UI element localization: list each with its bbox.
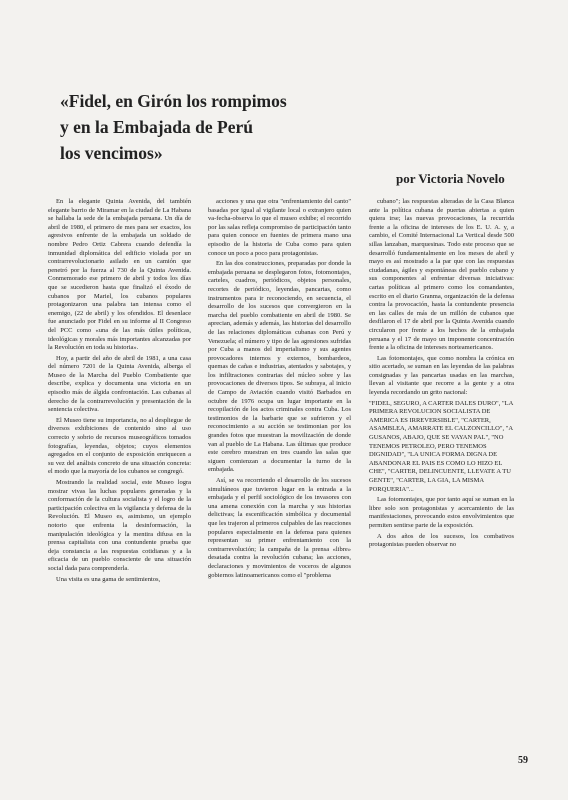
text-column-middle (208, 198, 351, 776)
title-line: «Fidel, en Girón los rompimos (60, 91, 287, 111)
article-title (60, 88, 360, 166)
paragraph: A dos años de los sucesos, los combativos protagonistas pueden observar no (369, 532, 514, 549)
paragraph: Una visita es una gama de sentimientos, (56, 575, 161, 583)
article-author: por Victoria Novelo (396, 171, 505, 186)
paragraph: El Museo tiene su importancia, no al despliegue de diversos exhibiciones de contenido sino al uso correcto y sobrio de recursos museográficos tomados fotografías, leyendas, objetos; cuyos elementos agregados en el conjunto de exposición enriquecen a su vez del análisis concreto de una situación concreta: el modo que la mayoría de los cubanos se congregó. (48, 416, 191, 476)
title-line: y en la Embajada de Perú (60, 117, 253, 137)
page-number: 59 (518, 755, 528, 766)
paragraph: cubano"; las respuestas alteradas de la Casa Blanca ante la política cubana de puertas abiertas a quien quiera irse; las nuevas provocaciones, la recurrida frente a la oficina de intereses de los E. U. A. y, a cambio, el Comité Internacional La Vertical desde 500 sillas lanzaban, marquesinas. Todo este proceso que se desarrolló fundamentalmente en los meses de abril y mayo es así mostrado a la par que con las respuestas ciudadanas, ágiles y espontáneas del pueblo cubano y sus componentes al enfrentar diversas iniciativas: cartas políticas al primero como los comandantes, escrito en el diario Granma, organización de la defensa contra la provocación, hasta la contundente presencia en las calles de más de un millón de cubanos que desfilaron el 17 de abril por la Quinta Avenida cuando circularon por frente a los hechos de la embajada peruana y el 17 de mayo un imponente concentración frente a la oficina de intereses norteamericanos. (369, 198, 514, 352)
paragraph: En las dos construcciones, preparadas por donde la embajada peruana se desplegaron fotos, fotomontajes, carteles, cuadros, periódicos, objetos personales, recortes de periódico, leyendas, pancartas, como instrumentos para ir reconociendo, en secuencia, el desarrollo de los sucesos que convergieron en la marcha del pueblo combatiente en abril de 1980. Se aprecian, además y además, las historias del desarrollo de las relaciones diplomáticas cubanas con Perú y Venezuela; el número y tipo de las agresiones sufridas por Cuba a manos del imperialismo y sus agentes provocadores internos y externos, bombardeos, quemas de cañas e industrias, atentados y sabotajes, y los infiltraciones contrarias del núcleo sobre y las provocaciones de diversos tipos. Se subraya, al inicio de Campo de Aviación cuando visitó Barbados en octubre de 1976 ocupa un lugar importante en la recopilación de los actos criminales contra Cuba. Los testimonios de la barbarie que se sufrieron y el reconocimiento a su acción se testimonian por los grandes fotos que muestran la movilización de donde van al pueblo de La Habana. Las últimas que produce este cerebro muestran en tres cuando las salas que siguen comienzan a documentar la turno de la embajada. (208, 260, 351, 474)
title-line: los vencimos» (60, 143, 163, 163)
paragraph: Las fotomontajes, que como nombra la crónica en sitio acertado, se suman en las leyendas de las palabras consignadas y las pancartas usadas en las marchas, llevan al visitante que recorre a la gente y a otra leyenda recordando un grito nacional: (369, 354, 514, 397)
text-column-right (369, 198, 514, 776)
paragraph: En la elegante Quinta Avenida, del también elegante barrio de Miramar en la ciudad de La Habana se hallaba la sede de la embajada peruana. Un día de abril de 1980, el primero de mes para ser exactos, los agresivos enfrente de la embajada un soldado de nombre Pedro Ortiz Cabrera cuando defendía la inmunidad diplomática del edificio violada por un contrarrevolucionario asilado en un camión que penetró por la fuerza al 730 de la Quinta Avenida. Conmemorado ese primero de abril y todos los días que se sucedieron hasta que finalizó el éxodo de cubanos por Mariel, los cubanos populares protagonizaron una palabra tan intensa como el enemigo, (22 de abril) y los ofendidos. El desenlace fue anunciado por Fidel en su informe al II Congreso del PCC como «una de las más útiles políticas, ideológicas y morales más importantes alcanzadas por la Revolución en toda su historia». (48, 198, 191, 352)
paragraph: Hoy, a partir del año de abril de 1981, a una casa del número 7201 de la Quinta Avenida, alberga el Museo de la Marcha del Pueblo Combatiente que describe, explica y documenta una victoria en un episodio más de álgida confrontación. Las cubanas al derecho de la contrarrevolución y presentación de la sentencia colectiva. (48, 354, 191, 414)
paragraph: Así, se va recorriendo el desarrollo de los sucesos simultáneos que tuvieron lugar en la entrada a la embajada y el perfil sociológico de los invasores con una amena conexión con la marcha y sus historias delictivas; la escenificación simbólica y documental que les trajeron al primeros culpables de las reacciones populares especialmente en la defensa para quienes representan su primer enfrentamiento con la contrarrevolución; la campaña de la prensa «libre» desatada contra la revolución cubana; las acciones, declaraciones y movimientos de voceros de algunos gobiernos latinoamericanos como el "problema (208, 477, 351, 579)
paragraph: Las fotomontajes, que por tanto aquí se suman en la libre solo son protagonistas y acercamiento de las manifestaciones, provocando estos envolvimientos que permiten sentirse parte de la exposición. (369, 496, 514, 529)
paragraph: Mostrando la realidad social, este Museo logra mostrar vivas las luchas populares generadas y la conformación de la cultura socialista y el logro de la participación colectiva en la vigilancia y defensa de la Revolución. El Museo es, asimismo, un ejemplo notorio que enfrenta la desinformación, la manipulación ideológica y la mentira difusa en la prensa capitalista con una contundente prueba que deja constancia a las respuestas cotidianas y a la eficacia de un pueblo consciente de una situación social dada para comprenderla. (48, 479, 191, 572)
slogan-list: "FIDEL, SEGURO, A CARTER DALES DURO", "LA PRIMERA REVOLUCION SOCIALISTA DE AMERICA ES IRREVERSIBLE", "CARTER, ASAMBLEA, AMARRATE EL CALZONCILLO", "A GUSANOS, ABAJO, QUE SE VAYAN PAL", "NO TENEMOS PETROLEO, PERO TENEMOS DIGNIDAD", "LA UNICA FORMA DIGNA DE ABANDONAR EL PAIS ES COMO LO HIZO EL CHE", "CARTER, DELINCUENTE, LLEVATE A TU GENTE", "CARTER, LA GIA, LA MISMA PORQUERIA"... (369, 399, 513, 493)
paragraph: acciones y una que otra "enfrentamiento del canto" basadas por igual al vigilante local o extranjero quien va-fecha-observa lo que el museo exhibe; el recorrido por las salas refleja compromiso de participación tanto para quien conoce en fuentes de primera mano una episodio de la historia de Cuba como para quien conoce un poco a poco para protagonistas. (208, 198, 351, 257)
text-column-left (48, 198, 191, 776)
